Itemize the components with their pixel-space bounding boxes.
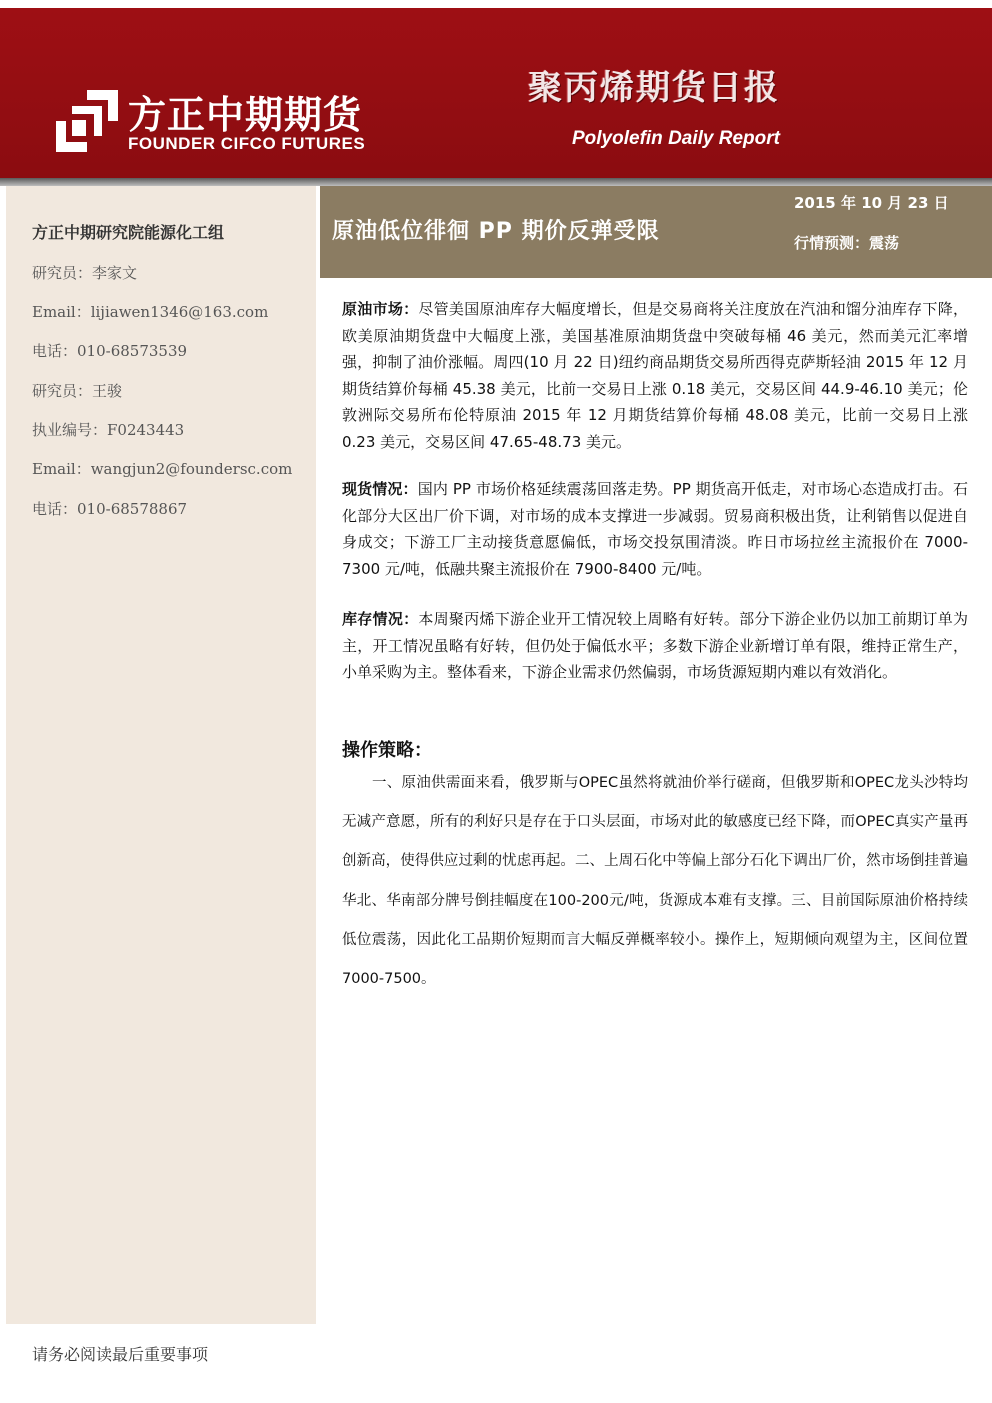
headline: 原油低位徘徊 PP 期价反弹受限 — [332, 219, 660, 244]
analyst-email: Email：wangjun2@foundersc.com — [32, 460, 293, 478]
section-label: 原油市场： — [342, 300, 419, 318]
market-forecast: 行情预测：震荡 — [794, 234, 900, 252]
analyst-name: 研究员：李家文 — [32, 264, 138, 282]
section-label: 现货情况： — [342, 480, 418, 498]
spot-paragraph — [342, 476, 968, 582]
report-subtitle: Polyolefin Daily Report — [572, 128, 780, 149]
analyst-email: Email：lijiawen1346@163.com — [32, 303, 269, 321]
report-title: 聚丙烯期货日报 — [528, 68, 780, 108]
report-header — [0, 8, 992, 186]
company-name-cn: 方正中期期货 — [128, 93, 363, 137]
section-label: 库存情况： — [342, 610, 419, 628]
strategy-paragraph: 一、原油供需面来看，俄罗斯与OPEC虽然将就油价举行磋商，但俄罗斯和OPEC龙头沙特均无减产意愿，所有的利好只是存在于口头层面，市场对此的敏感度已经下降，而OPEC真实产量再创新高，使得供应过剩的忧虑再起。二、上周石化中等偏上部分石化下调出厂价，然市场倒挂普遍华北、华南部分牌号倒挂幅度在100-200元/吨，货源成本难有支撑。三、目前国际原油价格持续低位震荡，因此化工品期价短期而言大幅反弹概率较小。操作上，短期倾向观望为主，区间位置7000-7500。 — [342, 775, 968, 988]
analyst-phone: 电话：010-68578867 — [32, 500, 188, 518]
inventory-paragraph — [342, 606, 968, 686]
company-name-en: FOUNDER CIFCO FUTURES — [128, 134, 366, 153]
section-text: 国内 PP 市场价格延续震荡回落走势。PP 期货高开低走，对市场心态造成打击。石化部分大区出厂价下调，对市场的成本支撑进一步减弱。贸易商积极出货，让利销售以促进自身成交；下游工厂主动接货意愿偏低，市场交投氛围清淡。昨日市场拉丝主流报价在 7000-7300 元/吨，低融共聚主流报价在 7900-8400 元/吨。 — [342, 480, 968, 578]
analyst-phone: 电话：010-68573539 — [32, 342, 188, 360]
analyst-license: 执业编号：F0243443 — [32, 421, 185, 439]
headline-banner — [320, 186, 992, 278]
section-text: 本周聚丙烯下游企业开工情况较上周略有好转。部分下游企业仍以加工前期订单为主，开工情况虽略有好转，但仍处于偏低水平；多数下游企业新增订单有限，维持正常生产，小单采购为主。整体看来，下游企业需求仍然偏弱，市场货源短期内难以有效消化。 — [342, 610, 968, 681]
strategy-heading: 操作策略： — [342, 740, 432, 761]
section-text: 尽管美国原油库存大幅度增长，但是交易商将关注度放在汽油和馏分油库存下降，欧美原油期货盘中大幅度上涨，美国基准原油期货盘中突破每桶 46 美元，然而美元汇率增强，抑制了油价涨幅。周四(10 月 22 日)纽约商品期货交易所西得克萨斯轻油 2015 年 12 月期货结算价每桶 45.38 美元，比前一交易日上涨 0.18 美元，交易区间 44.9-46.10 美元；伦敦洲际交易所布伦特原油 2015 年 12 月期货结算价每桶 48.08 美元，比前一交易日上涨 0.23 美元，交易区间 47.65-48.73 美元。 — [342, 300, 968, 451]
disclaimer-note: 请务必阅读最后重要事项 — [32, 1345, 209, 1364]
report-date: 2015 年 10 月 23 日 — [794, 194, 949, 212]
analyst-name: 研究员：王骏 — [32, 382, 123, 400]
research-group-title: 方正中期研究院能源化工组 — [32, 223, 225, 242]
sidebar — [6, 186, 316, 1324]
founder-logo-icon — [56, 90, 118, 152]
header-divider — [0, 178, 992, 186]
crude-oil-paragraph — [342, 296, 968, 455]
